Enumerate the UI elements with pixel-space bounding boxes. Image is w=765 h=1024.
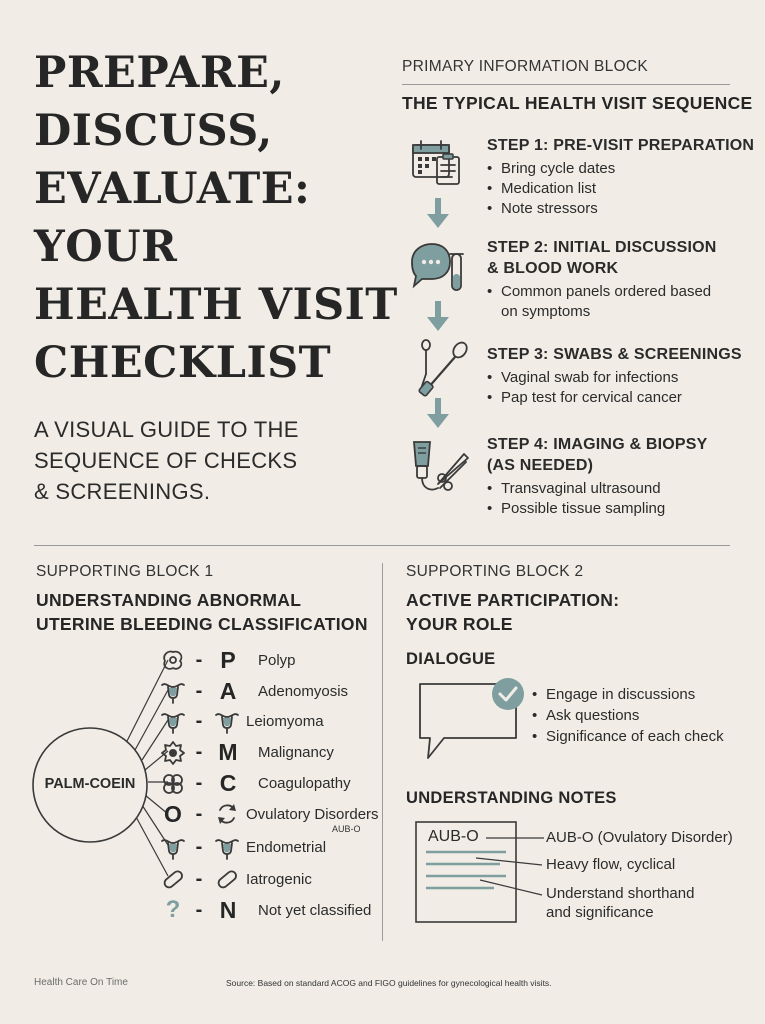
list-item: ? - N Not yet classified (160, 896, 371, 924)
footer-source: Source: Based on standard ACOG and FIGO guidelines for gynecological health visits. (226, 978, 552, 988)
page-subtitle: A VISUAL GUIDE TO THE SEQUENCE OF CHECKS & SCREENINGS. (34, 417, 299, 504)
step-4: STEP 4: IMAGING & BIOPSY (AS NEEDED) • Transvaginal ultrasound • Possible tissue sampling (487, 434, 708, 519)
list-item: O - Ovulatory Disorders (164, 800, 379, 827)
section-divider (34, 545, 730, 546)
pill-icon (160, 866, 186, 892)
primary-divider (402, 84, 730, 85)
step-arrow-1 (426, 198, 450, 230)
uterus-icon (160, 834, 186, 860)
uterus-icon (214, 834, 240, 860)
chat-test-tube-icon (408, 240, 468, 301)
swab-icon (414, 338, 470, 403)
support1-label: SUPPORTING BLOCK 1 (36, 563, 214, 580)
malignancy-icon (160, 739, 186, 765)
support2-heading: ACTIVE PARTICIPATION: YOUR ROLE (406, 590, 620, 634)
notes-callout-3: Understand shorthand (546, 885, 695, 902)
list-item: - M Malignancy (160, 738, 334, 766)
palm-coein-hub-label: PALM-COEIN (44, 776, 136, 792)
notes-heading: UNDERSTANDING NOTES (406, 789, 617, 807)
ultrasound-forceps-icon (408, 436, 474, 501)
calendar-clipboard-icon (410, 137, 466, 192)
notes-doc-label: AUB-O (428, 828, 479, 845)
pill-icon (214, 866, 240, 892)
step-1: STEP 1: PRE-VISIT PREPARATION • Bring cycle dates • Medication list • Note stressors (487, 135, 754, 219)
dialogue-heading: DIALOGUE (406, 650, 496, 668)
list-item: - A Adenomyosis (160, 677, 348, 705)
list-item: - Iatrogenic (160, 865, 312, 893)
dialogue-bullets: • Engage in discussions • Ask questions • Significance of each check (532, 684, 724, 747)
notes-callout-2: Heavy flow, cyclical (546, 856, 676, 873)
step-3: STEP 3: SWABS & SCREENINGS • Vaginal swab for infections • Pap test for cervical cancer (487, 344, 742, 408)
page-title: PREPARE, DISCUSS, EVALUATE: YOUR HEALTH VISIT CHECKLIST (34, 48, 398, 388)
support2-label: SUPPORTING BLOCK 2 (406, 563, 584, 580)
step-arrow-3 (426, 398, 450, 430)
polyp-icon (160, 647, 186, 673)
list-item: - C Coagulopathy (160, 769, 351, 797)
column-divider (382, 563, 383, 941)
notes-callout-4: and significance (546, 904, 654, 921)
dialogue-bubble-icon (416, 676, 531, 768)
question-icon: ? (165, 896, 181, 923)
list-item: - Leiomyoma (160, 707, 324, 735)
primary-block-label: PRIMARY INFORMATION BLOCK (402, 58, 649, 75)
uterus-icon (214, 708, 240, 734)
list-item: - P Polyp (160, 646, 296, 674)
cycle-arrows-icon (214, 801, 240, 827)
uterus-icon (160, 708, 186, 734)
step-arrow-2 (426, 301, 450, 333)
support1-heading: UNDERSTANDING ABNORMAL UTERINE BLEEDING CLASSIFICATION (36, 590, 368, 634)
footer-brand: Health Care On Time (34, 977, 128, 988)
uterus-icon (160, 678, 186, 704)
aub-o-tag: AUB-O (332, 824, 361, 834)
notes-callout-1: AUB-O (Ovulatory Disorder) (546, 829, 733, 846)
coagulation-icon (160, 770, 186, 796)
primary-block-heading: THE TYPICAL HEALTH VISIT SEQUENCE (402, 93, 753, 113)
list-item: - Endometrial (160, 833, 326, 861)
step-2: STEP 2: INITIAL DISCUSSION & BLOOD WORK • Common panels ordered based on symptoms (487, 237, 717, 322)
